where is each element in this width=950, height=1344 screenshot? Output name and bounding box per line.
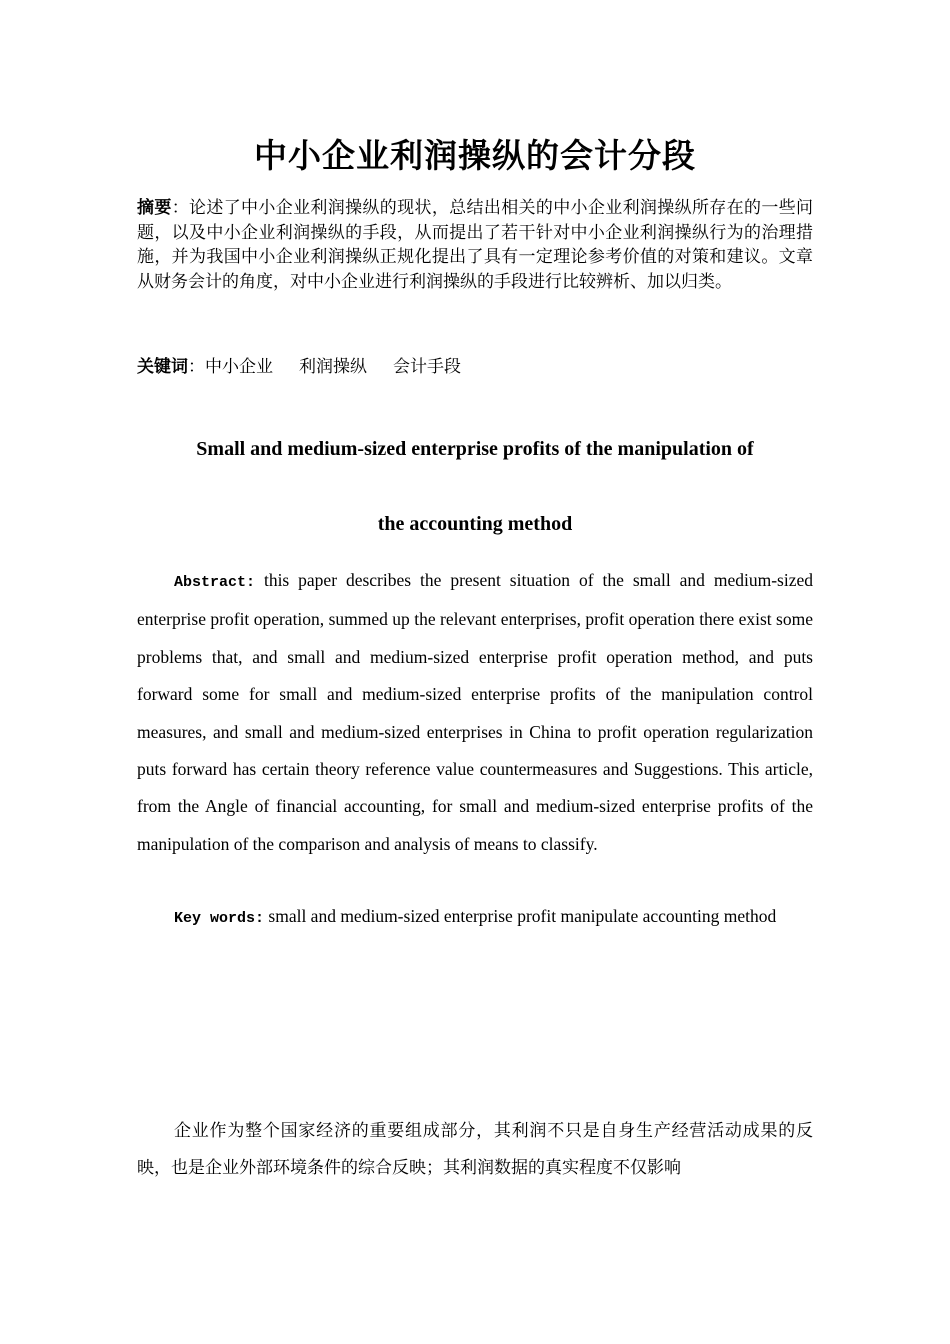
chinese-abstract-separator: ： [171, 198, 190, 218]
english-keywords-label: Key words: [174, 910, 265, 927]
chinese-keywords-label: 关键词 [137, 357, 188, 377]
english-keywords-text: small and medium-sized enterprise profit manipulate accounting method [268, 906, 777, 926]
english-keywords [137, 898, 813, 937]
chinese-title: 中小企业利润操纵的会计分段 [254, 136, 696, 175]
chinese-keyword-item: 会计手段 [393, 357, 461, 377]
chinese-abstract-label: 摘要 [137, 198, 172, 218]
english-abstract [137, 562, 813, 863]
chinese-keyword-item: 利润操纵 [299, 357, 367, 377]
english-abstract-text: this paper describes the present situation of the small and medium-sized enterprise profit operation, summed up the relevant enterprises, profit operation there exist some problems that, and small and medium-sized enterprise profit operation method, and puts forward some for small and medium-sized enterprise profits of the manipulation control measures, and small and medium-sized enterprises in China to profit operation regularization puts forward has certain theory reference value countermeasures and Suggestions. This article, from the Angle of financial accounting, for small and medium-sized enterprise profits of the manipulation of the comparison and analysis of means to classify. [137, 570, 813, 854]
english-title-line-2: the accounting method [377, 513, 573, 535]
chinese-abstract-text: 论述了中小企业利润操纵的现状，总结出相关的中小企业利润操纵所存在的一些问题，以及中小企业利润操纵的手段，从而提出了若干针对中小企业利润操纵行为的治理措施，并为我国中小企业利润操纵正规化提出了具有一定理论参考价值的对策和建议。文章从财务会计的角度，对中小企业进行利润操纵的手段进行比较辨析、加以归类。 [137, 198, 814, 292]
body-paragraph: 企业作为整个国家经济的重要组成部分，其利润不只是自身生产经营活动成果的反映，也是企业外部环境条件的综合反映；其利润数据的真实程度不仅影响 [137, 1121, 813, 1179]
english-title-line-1: Small and medium-sized enterprise profits of the manipulation of [196, 438, 754, 460]
chinese-keywords [137, 355, 813, 379]
chinese-keywords-separator: ： [188, 357, 205, 377]
chinese-keyword-item: 中小企业 [205, 357, 273, 377]
chinese-abstract [137, 196, 813, 294]
english-abstract-label: Abstract: [174, 574, 256, 591]
